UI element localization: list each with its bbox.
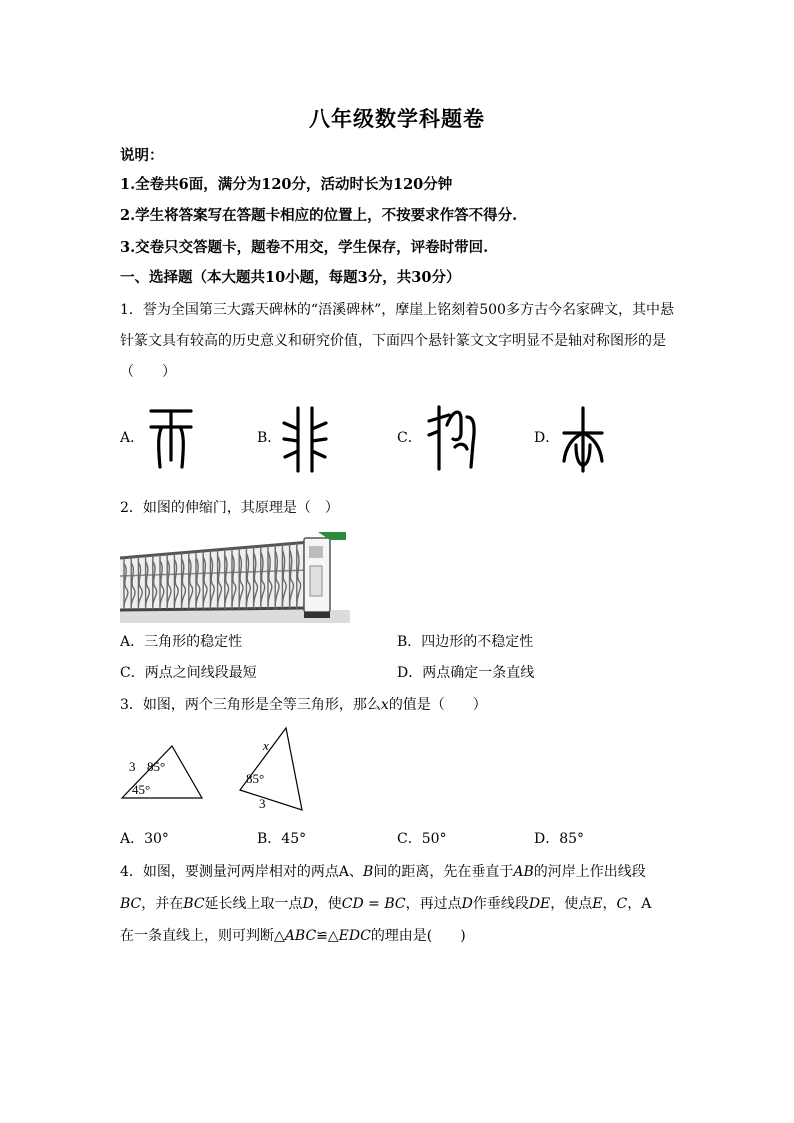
q2-option-c: C．两点之间线段最短: [120, 665, 257, 681]
q4-segment: DE: [528, 896, 551, 912]
q3-option-d: D．85°: [534, 831, 585, 847]
q2-option-d: D．两点确定一条直线: [397, 665, 535, 681]
q3-option-c: C．50°: [397, 831, 447, 847]
q1-line: （ ）: [120, 364, 176, 380]
q4-point: E: [592, 896, 603, 912]
q2-text: 2．如图的伸缩门，其原理是（ ）: [120, 500, 339, 516]
q3-option-a: A．30°: [120, 831, 169, 847]
fig1-angle-left: 45°: [132, 782, 151, 797]
triangle-figure-2: [228, 722, 308, 818]
q4-point: D: [302, 896, 314, 912]
q4-segment: BC: [183, 896, 205, 912]
q4-triangle: ABC: [284, 928, 317, 944]
note-item: 2.学生将答案写在答题卡相应的位置上，不按要求作答不得分.: [120, 207, 518, 224]
fig1-angle-top: 85°: [147, 759, 166, 774]
note-item: 3.交卷只交答题卡，题卷不用交，学生保存，评卷时带回.: [120, 239, 489, 256]
q3-var: x: [380, 697, 389, 713]
q4-point: A: [641, 896, 652, 912]
q3-option-b: B．45°: [257, 831, 307, 847]
q4-line-1: [120, 862, 646, 882]
section-heading: 一、选择题（本大题共10小题，每题3分，共30分）: [120, 269, 461, 286]
q3-text: [120, 695, 487, 715]
q4-triangle: EDC: [338, 928, 371, 944]
triangle-figure-1: [120, 730, 210, 802]
q4-text: ，使: [313, 896, 342, 912]
q4-text: ，再过点: [405, 896, 462, 912]
q4-text: ，: [602, 896, 617, 912]
page-title: 八年级数学科题卷: [309, 106, 485, 131]
q4-line-2: [120, 894, 651, 914]
fig2-side: 3: [259, 796, 266, 811]
fig1-side: 3: [129, 759, 136, 774]
q4-segment: BC: [120, 896, 142, 912]
q4-text: ，: [627, 896, 642, 912]
q4-text: ，使点: [550, 896, 593, 912]
q1-line: 针篆文具有较高的历史意义和研究价值，下面四个悬针篆文文字明显不是轴对称图形的是: [120, 333, 666, 349]
q1-option-c: C．: [397, 430, 422, 446]
fig2-angle: 85°: [246, 771, 265, 786]
q4-point: A: [338, 864, 350, 880]
q1-option-b: B．: [257, 430, 282, 446]
seal-glyph-a-icon: [148, 405, 194, 473]
q4-text: 作垂线段: [472, 896, 529, 912]
q3-text-before: 3．如图，两个三角形是全等三角形，那么: [120, 697, 381, 713]
q4-text: 的河岸上作出线段: [533, 864, 646, 880]
q4-text: 4．如图，要测量河两岸相对的两点: [120, 864, 339, 880]
notes-heading: 说明：: [120, 147, 164, 164]
fig2-var: x: [263, 738, 269, 753]
q4-point: D: [461, 896, 473, 912]
q1-option-a: A．: [120, 430, 145, 446]
q2-option-b: B．四边形的不稳定性: [397, 634, 534, 650]
q4-text: 的理由是( ): [370, 928, 466, 944]
q4-text: ≌△: [316, 928, 339, 944]
q4-point: C: [616, 896, 628, 912]
seal-glyph-d-icon: [560, 405, 606, 473]
q4-text: 、: [349, 864, 364, 880]
q4-line-3: [120, 926, 466, 946]
retractable-gate-image: [120, 528, 350, 623]
q4-text: 延长线上取一点: [204, 896, 303, 912]
note-item: 1.全卷共6面，满分为120分，活动时长为120分钟: [120, 176, 453, 193]
q4-equation: CD = BC: [341, 896, 406, 912]
q1-option-d: D．: [534, 430, 560, 446]
seal-glyph-c-icon: [427, 403, 477, 473]
seal-glyph-b-icon: [282, 405, 328, 473]
q4-point: B: [363, 864, 374, 880]
q4-segment: AB: [513, 864, 534, 880]
q4-text: 间的距离，先在垂直于: [373, 864, 514, 880]
q1-line: 1．誉为全国第三大露天碑林的“浯溪碑林”，摩崖上铭刻着500多方古今名家碑文，其中悬: [120, 302, 674, 318]
q4-text: ，并在: [141, 896, 184, 912]
q2-option-a: A．三角形的稳定性: [120, 634, 243, 650]
q4-text: 在一条直线上，则可判断△: [120, 928, 285, 944]
q3-text-after: 的值是（ ）: [388, 697, 487, 713]
